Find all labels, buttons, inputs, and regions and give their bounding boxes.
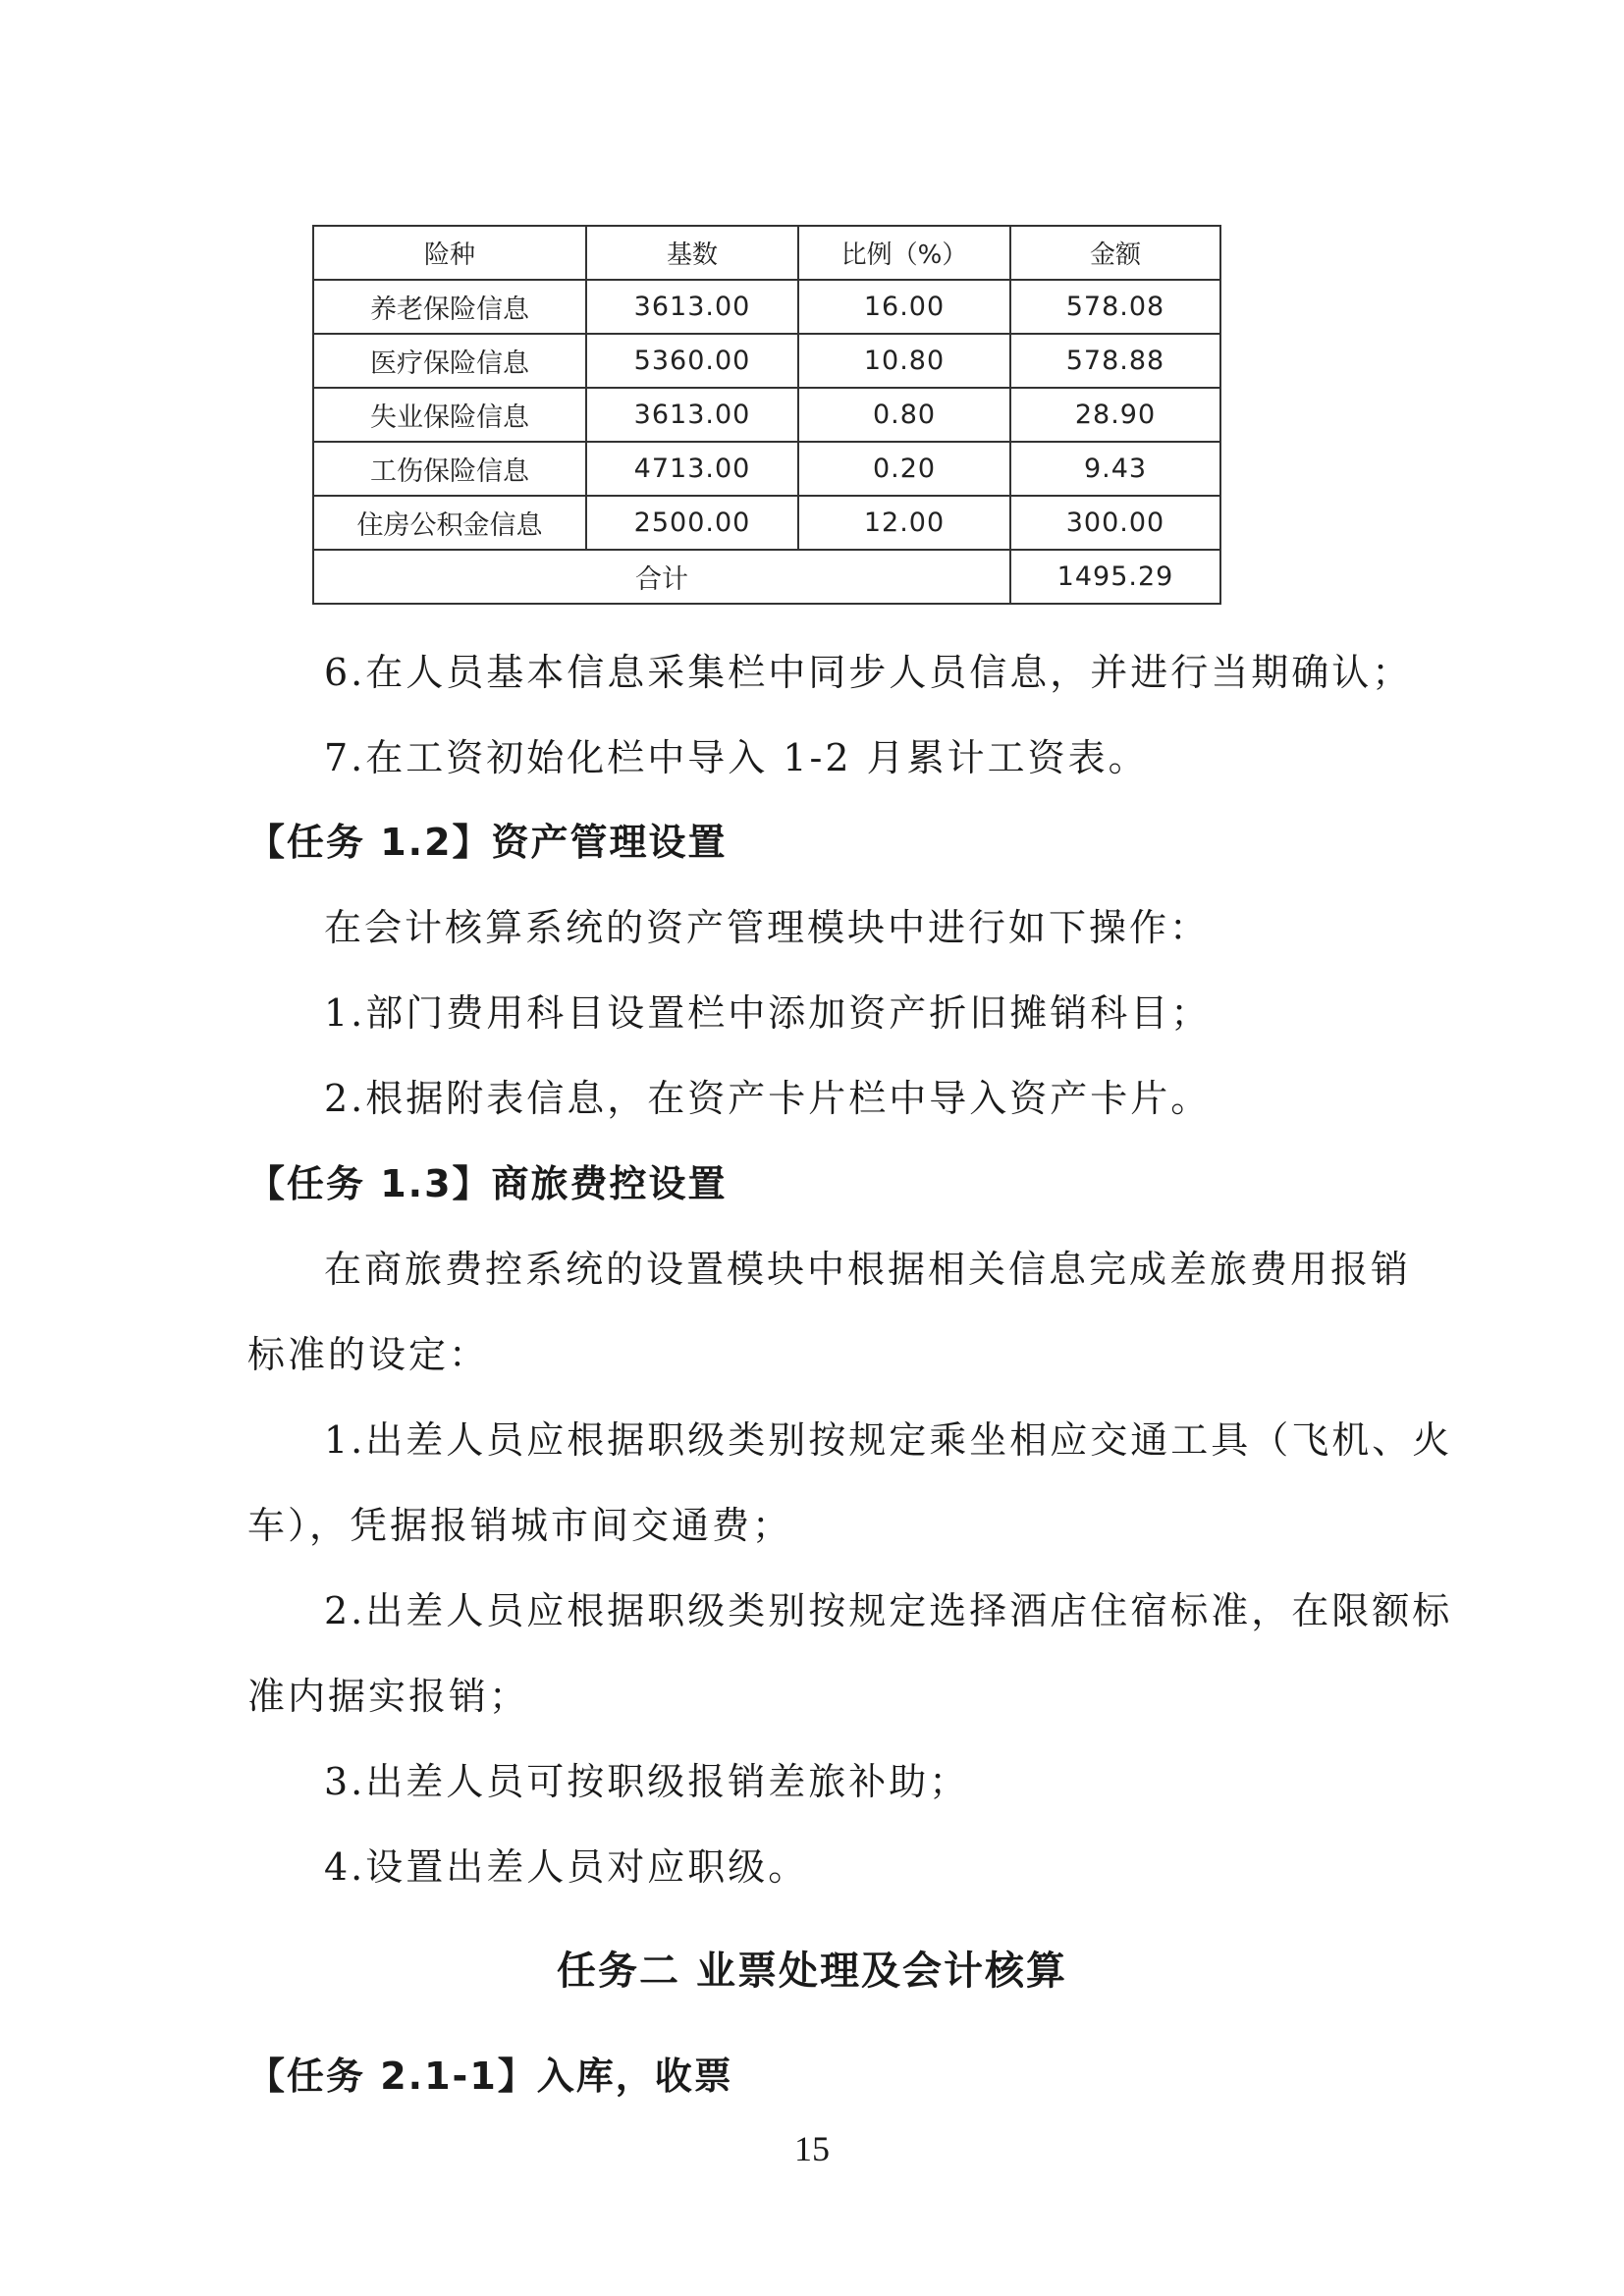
page-number: 15 [794, 2129, 830, 2168]
task-1-3-item-4: 4.设置出差人员对应职级。 [324, 1845, 809, 1889]
header-insurance-type: 险种 [313, 226, 586, 280]
table-row [313, 496, 1220, 550]
task-1-3-item-2-line-2: 准内据实报销； [247, 1675, 530, 1718]
cell-type: 失业保险信息 [313, 388, 586, 442]
cell-amount: 9.43 [1010, 442, 1220, 496]
intro-task-1-3-line-1: 在商旅费控系统的设置模块中根据相关信息完成差旅费用报销 [324, 1248, 1412, 1291]
cell-type: 医疗保险信息 [313, 334, 586, 388]
cell-type: 工伤保险信息 [313, 442, 586, 496]
total-label: 合计 [313, 550, 1010, 604]
cell-amount: 578.88 [1010, 334, 1220, 388]
header-amount: 金额 [1010, 226, 1220, 280]
cell-amount: 578.08 [1010, 280, 1220, 334]
item-6: 6.在人员基本信息采集栏中同步人员信息，并进行当期确认； [324, 651, 1413, 694]
intro-task-1-2: 在会计核算系统的资产管理模块中进行如下操作： [324, 906, 1211, 949]
table-row [313, 442, 1220, 496]
table-total-row [313, 550, 1220, 604]
cell-amount: 300.00 [1010, 496, 1220, 550]
heading-task-1-3: 【任务 1.3】商旅费控设置 [247, 1162, 728, 1205]
table-row [313, 388, 1220, 442]
header-base: 基数 [586, 226, 798, 280]
cell-rate: 0.20 [798, 442, 1010, 496]
task-1-3-item-2-line-1: 2.出差人员应根据职级类别按规定选择酒店住宿标准，在限额标 [324, 1589, 1453, 1632]
heading-task-1-2: 【任务 1.2】资产管理设置 [247, 821, 728, 864]
task-1-2-item-2: 2.根据附表信息，在资产卡片栏中导入资产卡片。 [324, 1077, 1212, 1120]
item-7: 7.在工资初始化栏中导入 1-2 月累计工资表。 [324, 736, 1149, 779]
table-row [313, 280, 1220, 334]
cell-amount: 28.90 [1010, 388, 1220, 442]
cell-rate: 0.80 [798, 388, 1010, 442]
cell-base: 4713.00 [586, 442, 798, 496]
table-row [313, 334, 1220, 388]
task-1-3-item-3: 3.出差人员可按职级报销差旅补助； [324, 1760, 970, 1803]
cell-base: 3613.00 [586, 280, 798, 334]
task-1-2-item-1: 1.部门费用科目设置栏中添加资产折旧摊销科目； [324, 991, 1212, 1035]
intro-task-1-3-line-2: 标准的设定： [247, 1333, 490, 1376]
table-header-row [313, 226, 1220, 280]
section-title: 任务二 业票处理及会计核算 [557, 1949, 1067, 1994]
task-1-3-item-1-line-1: 1.出差人员应根据职级类别按规定乘坐相应交通工具（飞机、火 [324, 1418, 1453, 1462]
cell-type: 住房公积金信息 [313, 496, 586, 550]
insurance-table [312, 225, 1221, 605]
heading-task-2-1-1: 【任务 2.1-1】入库，收票 [247, 2055, 733, 2098]
header-rate: 比例（%） [798, 226, 1010, 280]
cell-base: 2500.00 [586, 496, 798, 550]
task-1-3-item-1-line-2: 车），凭据报销城市间交通费； [247, 1504, 793, 1547]
cell-base: 3613.00 [586, 388, 798, 442]
cell-type: 养老保险信息 [313, 280, 586, 334]
total-value: 1495.29 [1010, 550, 1220, 604]
cell-rate: 12.00 [798, 496, 1010, 550]
cell-rate: 16.00 [798, 280, 1010, 334]
cell-base: 5360.00 [586, 334, 798, 388]
cell-rate: 10.80 [798, 334, 1010, 388]
